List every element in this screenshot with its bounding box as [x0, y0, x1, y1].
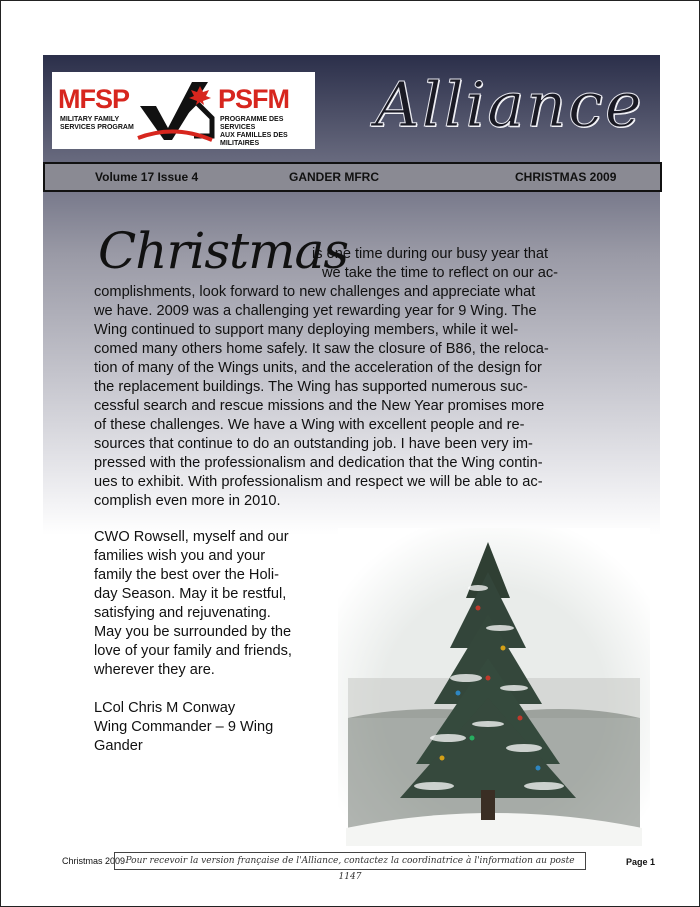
mfsp-psfm-logo: [52, 72, 315, 149]
logo-right-sub-line-2: AUX FAMILLES DES MILITAIRES: [220, 132, 288, 147]
volume-issue: Volume 17 Issue 4: [95, 170, 199, 184]
greeting-line: families wish you and your: [94, 548, 266, 564]
greeting-line: May you be surrounded by the: [94, 624, 292, 640]
greeting-line: family the best over the Holi-: [94, 567, 279, 583]
logo-left-sub-line-1: MILITARY FAMILY: [60, 116, 120, 123]
greeting-line: satisfying and rejuvenating.: [94, 605, 271, 621]
newsletter-title: Alliance: [375, 68, 644, 141]
greeting-line: love of your family and friends,: [94, 643, 292, 659]
body-line: complishments, look forward to new challenges and appreciate what: [94, 284, 536, 300]
organization-name: GANDER MFRC: [289, 170, 379, 184]
signature-title: Wing Commander – 9 Wing: [94, 719, 274, 735]
body-line: we take the time to reflect on our ac-: [322, 265, 559, 281]
body-line: we have. 2009 was a challenging yet rewarding year for 9 Wing. The: [94, 303, 537, 319]
signature-name: LCol Chris M Conway: [94, 700, 236, 716]
footer-french-note: Pour recevoir la version française de l'Alliance, contactez la coordinatrice à l'information au poste 1147: [114, 852, 586, 870]
logo-left-acronym: MFSP: [58, 84, 130, 114]
body-line: the replacement buildings. The Wing has supported numerous suc-: [94, 379, 528, 395]
body-line: complish even more in 2010.: [94, 493, 281, 509]
greeting-line: CWO Rowsell, myself and our: [94, 529, 289, 545]
body-line: pressed with the professionalism and dedication that the Wing contin-: [94, 455, 543, 471]
christmas-tree-photo: [338, 528, 650, 846]
body-line: sources that continue to do an outstanding job. I have been very im-: [94, 436, 533, 452]
body-line: is one time during our busy year that: [312, 246, 549, 262]
body-line: of these challenges. We have a Wing with excellent people and re-: [94, 417, 525, 433]
logo-right-subtitle: [220, 116, 315, 148]
greeting-line: wherever they are.: [94, 662, 215, 678]
greeting-line: day Season. May it be restful,: [94, 586, 287, 602]
footer-edition: Christmas 2009: [62, 856, 126, 866]
logo-left-sub-line-2: SERVICES PROGRAM: [60, 124, 134, 131]
body-line: cessful search and rescue missions and the New Year promises more: [94, 398, 545, 414]
body-line: Wing continued to support many deploying members, while it wel-: [94, 322, 519, 338]
dropcap-word: Christmas: [98, 222, 348, 280]
issue-info-bar: [43, 162, 662, 192]
logo-left-subtitle: [60, 116, 134, 132]
logo-right-sub-line-1: PROGRAMME DES SERVICES: [220, 116, 284, 131]
body-line: ues to exhibit. With professionalism and respect we will be able to ac-: [94, 474, 543, 490]
signature-location: Gander: [94, 738, 143, 754]
logo-right-acronym: PSFM: [218, 84, 290, 114]
page-number: Page 1: [626, 857, 656, 867]
edition-label: CHRISTMAS 2009: [515, 170, 617, 184]
house-checkmark-icon: [134, 76, 216, 146]
body-line: comed many others home safely. It saw the closure of B86, the reloca-: [94, 341, 549, 357]
body-line: tion of many of the Wings units, and the acceleration of the design for: [94, 360, 542, 376]
